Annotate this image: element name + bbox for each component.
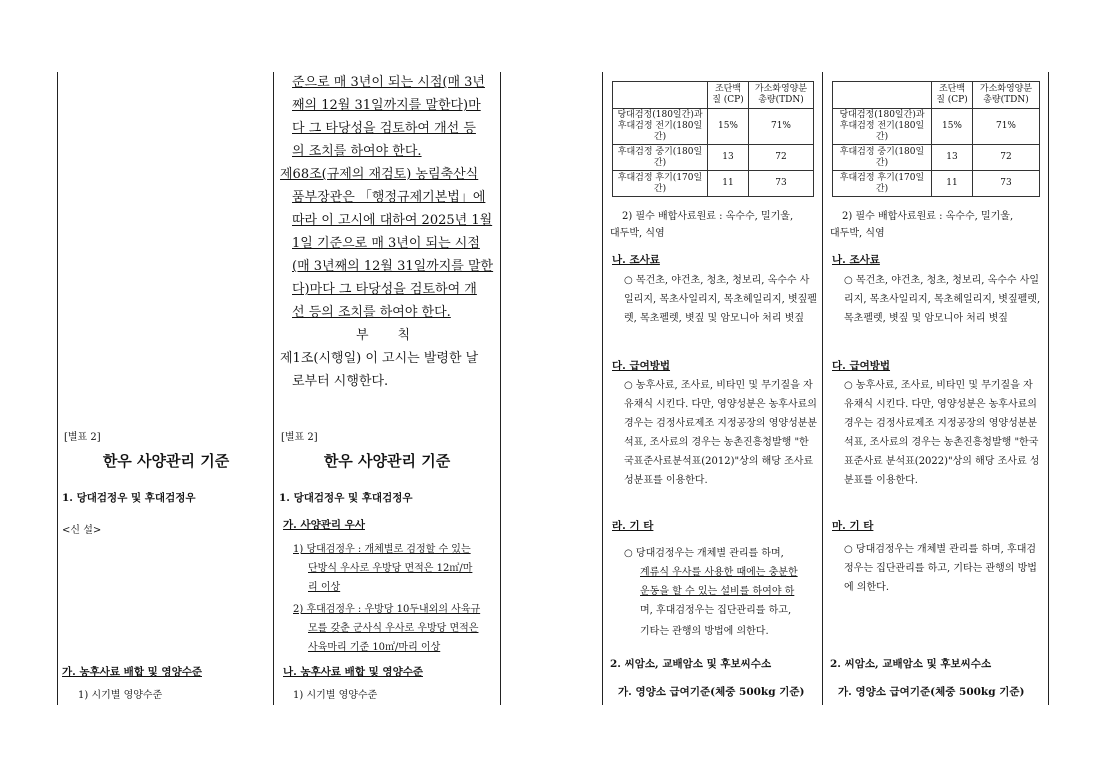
text-line: 제68조(규제의 재검토) 농림축산식: [280, 167, 479, 182]
row-label: 당대검정(180일간)과 후대검정 전기(180일간): [613, 109, 708, 145]
subheading: 가. 영양소 급여기준(체중 500kg 기준): [838, 686, 1025, 698]
text-line: 며, 후대검정우는 집단관리를 하고,: [640, 605, 792, 616]
paragraph: ○ 농후사료, 조사료, 비타민 및 무기질을 자유채식 시킨다. 다만, 영양성분은 농후사료의 경우는 검정사료제조 지정공장의 영양성분분석표, 조사료의 경우는 농촌진흥청발행 "한국표준사료 분석표(2022)"상의 해당 조사료 성분표를 이용한다.: [844, 380, 1040, 486]
text-line: 운동을 할 수 있는 설비를 하여야 하: [640, 586, 795, 597]
subheading: 나. 조사료: [612, 254, 660, 266]
list-item: 2) 후대검정우 : 우방당 10두내외의 사육규: [293, 604, 481, 615]
text-line: 준으로 매 3년이 되는 시점(매 3년: [292, 75, 485, 90]
row-label: 후대검정 후기(170일간): [613, 171, 708, 197]
row-label: 후대검정 중기(180일간): [613, 145, 708, 171]
column-header: 조단백질 (CP): [932, 82, 973, 109]
subheading: 가. 영양소 급여기준(체중 500kg 기준): [618, 686, 805, 698]
nutrition-table: [612, 81, 814, 197]
appendix-heading: 부 칙: [356, 328, 411, 343]
column-rule: [57, 72, 58, 705]
text-line: 기타는 관행의 방법에 의한다.: [640, 626, 769, 637]
list-item: 리 이상: [308, 582, 341, 593]
cell: 73: [749, 171, 814, 197]
annex-label: [별표 2]: [281, 432, 318, 443]
column-rule: [500, 72, 501, 705]
table-corner: [613, 82, 708, 109]
subheading: 다. 급여방법: [832, 360, 891, 372]
required-ingredients-cont: 대두박, 식염: [610, 228, 665, 239]
list-item: 사육마리 기준 10㎡/마리 이상: [308, 642, 441, 653]
table-corner: [833, 82, 932, 109]
heading: 2. 씨암소, 교배암소 및 후보씨수소: [610, 658, 772, 670]
text-line: 다 그 타당성을 검토하여 개선 등: [292, 121, 476, 136]
annex-label: [별표 2]: [64, 432, 101, 443]
paragraph: ○ 목건초, 야건초, 청초, 청보리, 옥수수 사일리지, 목초사일리지, 목초헤일리지, 볏짚펠렛, 목초펠렛, 볏짚 및 암모니아 처리 볏짚: [844, 275, 1041, 324]
cell: 15%: [708, 109, 749, 145]
cell: 11: [932, 171, 973, 197]
subitem: 1) 시기별 영양수준: [293, 690, 378, 701]
list-item: 모를 갖춘 군사식 우사로 우방당 면적은: [308, 623, 479, 634]
paragraph: ○ 목건초, 야건초, 청초, 청보리, 옥수수 사일리지, 목초사일리지, 목초헤일리지, 볏짚펠렛, 목초펠렛, 볏짚 및 암모니아 처리 볏짚: [624, 275, 817, 324]
row-label: 후대검정 후기(170일간): [833, 171, 932, 197]
cell: 73: [973, 171, 1040, 197]
subheading: 나. 조사료: [832, 254, 880, 266]
column-rule: [602, 72, 603, 705]
row-label: 당대검정(180일간)과 후대검정 전기(180일간): [833, 109, 932, 145]
subitem: 1) 시기별 영양수준: [78, 690, 163, 701]
text-line: 1일 기준으로 매 3년이 되는 시점: [292, 236, 480, 251]
column-rule: [273, 72, 274, 705]
heading: 1. 당대검정우 및 후대검정우: [62, 492, 196, 504]
subheading: 라. 기 타: [612, 520, 654, 532]
column-rule: [822, 72, 823, 705]
text-line: 선 등의 조치를 하여야 한다.: [292, 305, 451, 320]
column-header: 조단백질 (CP): [708, 82, 749, 109]
column-header: 가소화영양분총량(TDN): [749, 82, 814, 109]
column-rule: [1048, 72, 1049, 705]
cell: 72: [749, 145, 814, 171]
list-item: 단방식 우사로 우방당 면적은 12㎡/마: [308, 563, 473, 574]
subheading: 나. 농후사료 배합 및 영양수준: [283, 666, 423, 678]
heading: 1. 당대검정우 및 후대검정우: [279, 492, 413, 504]
cell: 15%: [932, 109, 973, 145]
subheading: 가. 농후사료 배합 및 영양수준: [62, 666, 202, 678]
cell: 71%: [749, 109, 814, 145]
subheading: 가. 사양관리 우사: [283, 519, 365, 531]
article-1-cont: 로부터 시행한다.: [292, 374, 389, 389]
section-title: 한우 사양관리 기준: [323, 452, 451, 470]
text-line: 품부장관은 「행정규제기본법」에: [292, 190, 486, 205]
row-label: 후대검정 중기(180일간): [833, 145, 932, 171]
cell: 11: [708, 171, 749, 197]
required-ingredients: 2) 필수 배합사료원료 : 옥수수, 밀기울,: [842, 211, 1014, 222]
required-ingredients: 2) 필수 배합사료원료 : 옥수수, 밀기울,: [622, 211, 794, 222]
cell: 13: [932, 145, 973, 171]
subheading: 다. 급여방법: [612, 360, 671, 372]
required-ingredients-cont: 대두박, 식염: [830, 228, 885, 239]
cell: 13: [708, 145, 749, 171]
subheading: 마. 기 타: [832, 520, 874, 532]
heading: 2. 씨암소, 교배암소 및 후보씨수소: [830, 658, 992, 670]
paragraph: ○ 농후사료, 조사료, 비타민 및 무기질을 자유채식 시킨다. 다만, 영양성분은 농후사료의 경우는 검정사료제조 지정공장의 영양성분분석표, 조사료의 경우는 농촌진흥청발행 "한국표준사료분석표(2012)"상의 해당 조사료 성분표를 이용한다.: [624, 380, 818, 486]
text-line: 째의 12월 31일까지를 말한다)마: [292, 98, 481, 113]
paragraph: ○ 당대검정우는 개체별 관리를 하며, 후대검정우는 집단관리를 하고, 기타는 관행의 방법에 의한다.: [844, 544, 1037, 593]
list-item: 1) 당대검정우 : 개체별로 검정할 수 있는: [293, 544, 471, 555]
article-1: 제1조(시행일) 이 고시는 발령한 날: [280, 351, 479, 366]
text-line: (매 3년째의 12월 31일까지를 말한: [292, 259, 494, 274]
column-header: 가소화영양분총량(TDN): [973, 82, 1040, 109]
cell: 71%: [973, 109, 1040, 145]
text-line: 계류식 우사를 사용한 때에는 충분한: [640, 567, 798, 578]
text-line: ○ 당대검정우는 개체별 관리를 하며,: [624, 548, 784, 559]
text-line: 의 조치를 하여야 한다.: [292, 144, 422, 159]
cell: 72: [973, 145, 1040, 171]
new-label: <신 설>: [62, 525, 102, 536]
text-line: 따라 이 고시에 대하여 2025년 1월: [292, 213, 493, 228]
nutrition-table: [832, 81, 1040, 197]
text-line: 다)마다 그 타당성을 검토하여 개: [292, 282, 477, 297]
section-title: 한우 사양관리 기준: [102, 452, 230, 470]
